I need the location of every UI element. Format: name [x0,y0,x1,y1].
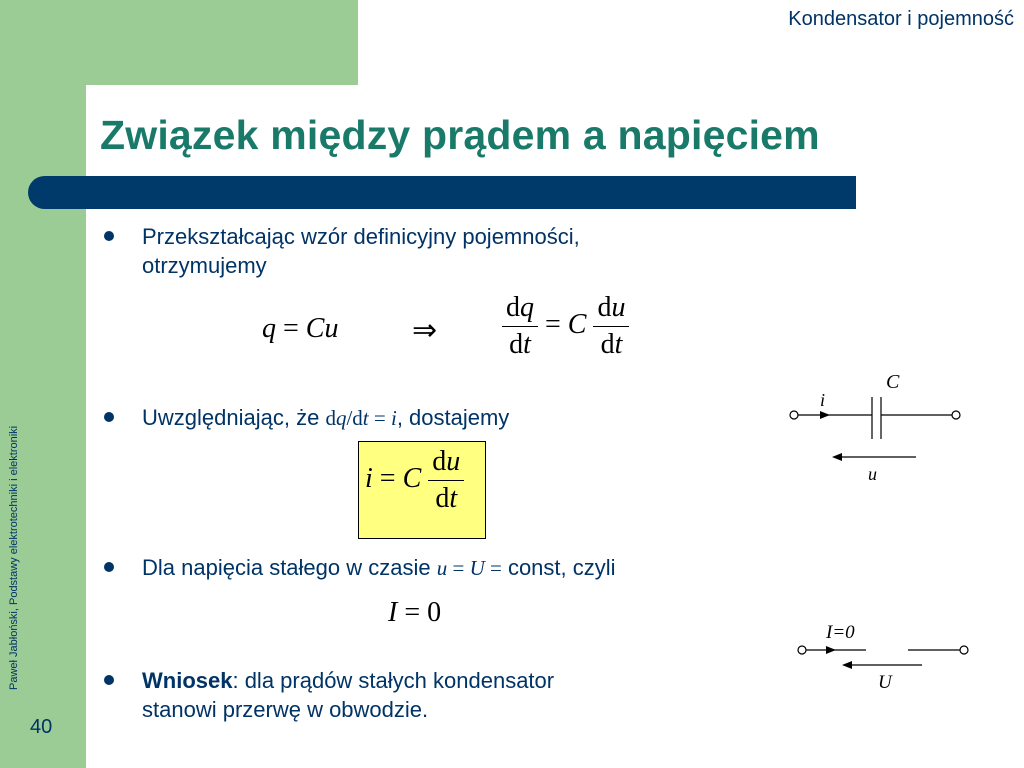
bullet-2-text-after: , dostajemy [396,405,510,430]
author-footer: Paweł Jabłoński, Podstawy elektrotechniki i elektroniki [8,425,20,690]
title-underline-bar [28,176,856,209]
open-circuit-diagram [790,618,980,698]
voltage-arrow-icon [832,453,842,461]
voltage-arrow-icon [842,661,852,669]
inline-math-u-U: u = U = [436,556,502,580]
slide-title: Związek między prądem a napięciem [100,112,820,158]
bullet-2 [104,403,744,433]
bullet-dot [104,562,114,572]
bullet-1 [104,222,744,282]
bullet-3-text-before: Dla napięcia stałego w czasie [142,555,437,580]
label-I-zero: I=0 [826,622,855,643]
equation-dq-dt: $\frac{dq}{dt}$ = C $\frac{du}{dt}$ [502,292,629,361]
inline-math-dq-dt: dq/dt = i [325,406,397,430]
bullet-3 [104,553,784,583]
bullet-1-line2: otrzymujemy [142,253,267,278]
bullet-2-text-before: Uwzględniając, że [142,405,326,430]
label-i: i [820,390,826,410]
label-u: u [868,464,877,484]
bullet-4-line1: : dla prądów stałych kondensator [232,668,555,693]
equation-I-zero: I = 0 [388,597,442,628]
label-U: U [878,672,892,693]
implies-arrow: ⇒ [412,314,438,347]
terminal-right [952,411,960,419]
highlighted-equation-box [358,441,486,539]
equation-q-cu: q = Cu [262,313,339,344]
current-arrow-icon [820,411,830,419]
page-number: 40 [30,716,53,738]
bullet-4-line2: stanowi przerwę w obwodzie. [142,697,429,722]
bullet-dot [104,675,114,685]
capacitor-circuit-diagram [780,368,970,488]
equation-i-c-du-dt: i = C $\frac{du}{dt}$ [365,446,464,515]
bullet-3-text-after: const, czyli [501,555,616,580]
terminal-right [960,646,968,654]
terminal-left [798,646,806,654]
terminal-left [790,411,798,419]
bullet-dot [104,231,114,241]
topic-header: Kondensator i pojemność [788,8,1014,30]
bullet-4 [104,666,744,726]
bullet-1-line1: Przekształcając wzór definicyjny pojemności, [142,224,580,249]
bullet-4-bold: Wniosek [142,668,233,693]
current-arrow-icon [826,646,836,654]
label-C: C [886,371,900,393]
bullet-dot [104,412,114,422]
